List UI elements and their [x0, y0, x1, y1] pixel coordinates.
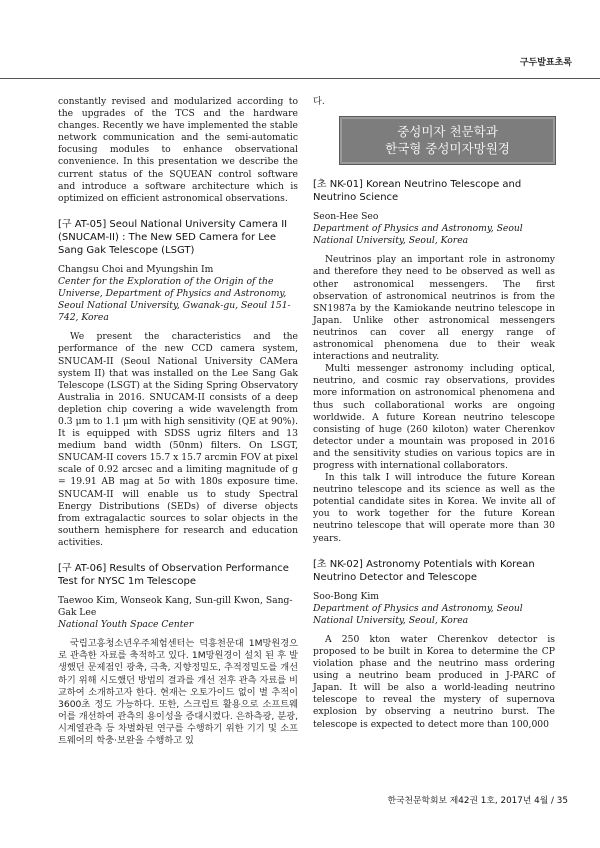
- abstract-paragraph: Neutrinos play an important role in astronomy and therefore they need to be observed as well as other astronomical messengers. The first observation of astronomical neutrinos is from the SN1987a by the Kamiokande neutrino telescope in Japan. Unlike other astronomical messengers neutrinos can cover all energy range of astronomical phenomena due to their weak interactions and neutrality.: [313, 254, 555, 363]
- session-title-box: [339, 116, 556, 165]
- continuation-text: 다.: [313, 96, 325, 107]
- abstract-authors: Seon-Hee Seo: [313, 211, 379, 223]
- abstract-affiliation: Center for the Exploration of the Origin of the Universe, Department of Physics and Astronomy, Seoul National University, Gwanak-gu, Seoul 151-742, Korea: [58, 275, 291, 324]
- abstract-title: [구 AT-06] Results of Observation Performance Test for NYSC 1m Telescope: [58, 563, 289, 587]
- abstract-affiliation: Department of Physics and Astronomy, Seoul National University, Seoul, Korea: [313, 602, 523, 626]
- abstract-at-05: [58, 218, 298, 549]
- abstract-title: [초 NK-01] Korean Neutrino Telescope and Neutrino Science: [313, 179, 522, 204]
- abstract-paragraph: In this talk I will introduce the future Korean neutrino telescope and its science as well as the potential candidate sites in Korea. We invite all of you to work together for the future Korean neutrino telescope that will operate more than 30 years.: [313, 472, 555, 544]
- abstract-title: [초 NK-02] Astronomy Potentials with Korean Neutrino Detector and Telescope: [313, 558, 535, 583]
- abstract-affiliation: Department of Physics and Astronomy, Seoul National University, Seoul, Korea: [313, 223, 523, 247]
- abstract-authors: Soo-Bong Kim: [313, 590, 379, 602]
- abstract-nk-02: [313, 558, 555, 731]
- abstract-title: [구 AT-05] Seoul National University Camera II (SNUCAM-II) : The New SED Camera for Lee Sang Gak Telescope (LSGT): [58, 218, 288, 256]
- abstract-affiliation: National Youth Space Center: [58, 619, 194, 631]
- abstract-body: We present the characteristics and the performance of the new CCD camera system, SNUCAM-II (Seoul National University CAMera system II) that was installed on the Lee Sang Gak Telescope (LSGT) at the Siding Spring Observatory Australia in 2016. SNUCAM-II consists of a deep depletion chip covering a wide wavelength from 0.3 μm to 1.1 μm with high sensitivity (QE at 90%). It is equipped with SDSS ugriz filters and 13 medium band width (50nm) filters. On LSGT, SNUCAM-II covers 15.7 x 15.7 arcmin FOV at pixel scale of 0.92 arcsec and a limiting magnitude of g = 19.91 AB mag at 5σ with 180s exposure time. SNUCAM-II will enable us to study Spectral Energy Distributions (SEDs) of diverse objects from extragalactic sources to solar objects in the southern hemisphere for research and education activities.: [58, 331, 298, 548]
- abstract-authors: Taewoo Kim, Wonseok Kang, Sun-gill Kwon, Sang-Gak Lee: [58, 595, 293, 619]
- session-title-line1: 중성미자 천문학과: [397, 124, 498, 140]
- abstract-at-06: [58, 562, 298, 747]
- left-column: [58, 96, 298, 747]
- abstract-body: 국립고흥청소년우주체험센터는 덕흥천문대 1M망원경으로 관측한 자료를 축적하고 있다. 1M망원경이 설치 된 후 발생했던 문제점인 광축, 극축, 지향정밀도, 추적정밀도를 개선하기 위해 시도했던 방법의 결과를 개선 전후 관측 자료를 비교하여 소개하고자 한다. 현재는 오토가이드 없이 별 추적이 3600초 정도 가능하다. 또한, 스크립트 활용으로 소프트웨어를 개선하여 관측의 용이성을 증대시켰다. 은하측광, 분광, 시계열관측 등 차별화된 연구를 수행하기 위한 기기 및 소프트웨어의 학충·보완을 수행하고 있: [58, 638, 298, 747]
- abstract-authors: Changsu Choi and Myungshin Im: [58, 263, 214, 275]
- header-rule: [0, 78, 600, 79]
- section-header-label: 구두발표초록: [519, 58, 572, 68]
- abstract-paragraph: Multi messenger astronomy including optical, neutrino, and cosmic ray observations, provides more information on astronomical phenomena and thus such collaborational works are ongoing worldwide. A future Korean neutrino telescope consisting of huge (260 kiloton) water Cherenkov detector under a mountain was proposed in 2016 and the sensitivity studies on various topics are in progress with international collaborators.: [313, 363, 555, 471]
- continuation-text: constantly revised and modularized according to the upgrades of the TCS and the hardware changes. Recently we have implemented the stable network communication and the semi-automatic focusing modules to enhance observational convenience. In this presentation we describe the current status of the SQUEAN control software and introduce a software architecture which is optimized on efficient astronomical observations.: [58, 96, 298, 204]
- page-footer: 한국천문학회보 제42권 1호, 2017년 4월 / 35: [387, 796, 568, 806]
- abstract-paragraph: A 250 kton water Cherenkov detector is proposed to be built in Korea to determine the CP violation phase and the neutrino mass ordering using a neutrino beam produced in J-PARC of Japan. It will be also a world-leading neutrino telescope to reveal the mystery of supernova explosion by observing a neutrino burst. The telescope is expected to detect more than 100,000: [313, 633, 555, 730]
- right-column: [313, 96, 555, 731]
- session-title-line2: 한국형 중성미자망원경: [385, 141, 510, 157]
- abstract-nk-01: [313, 178, 555, 545]
